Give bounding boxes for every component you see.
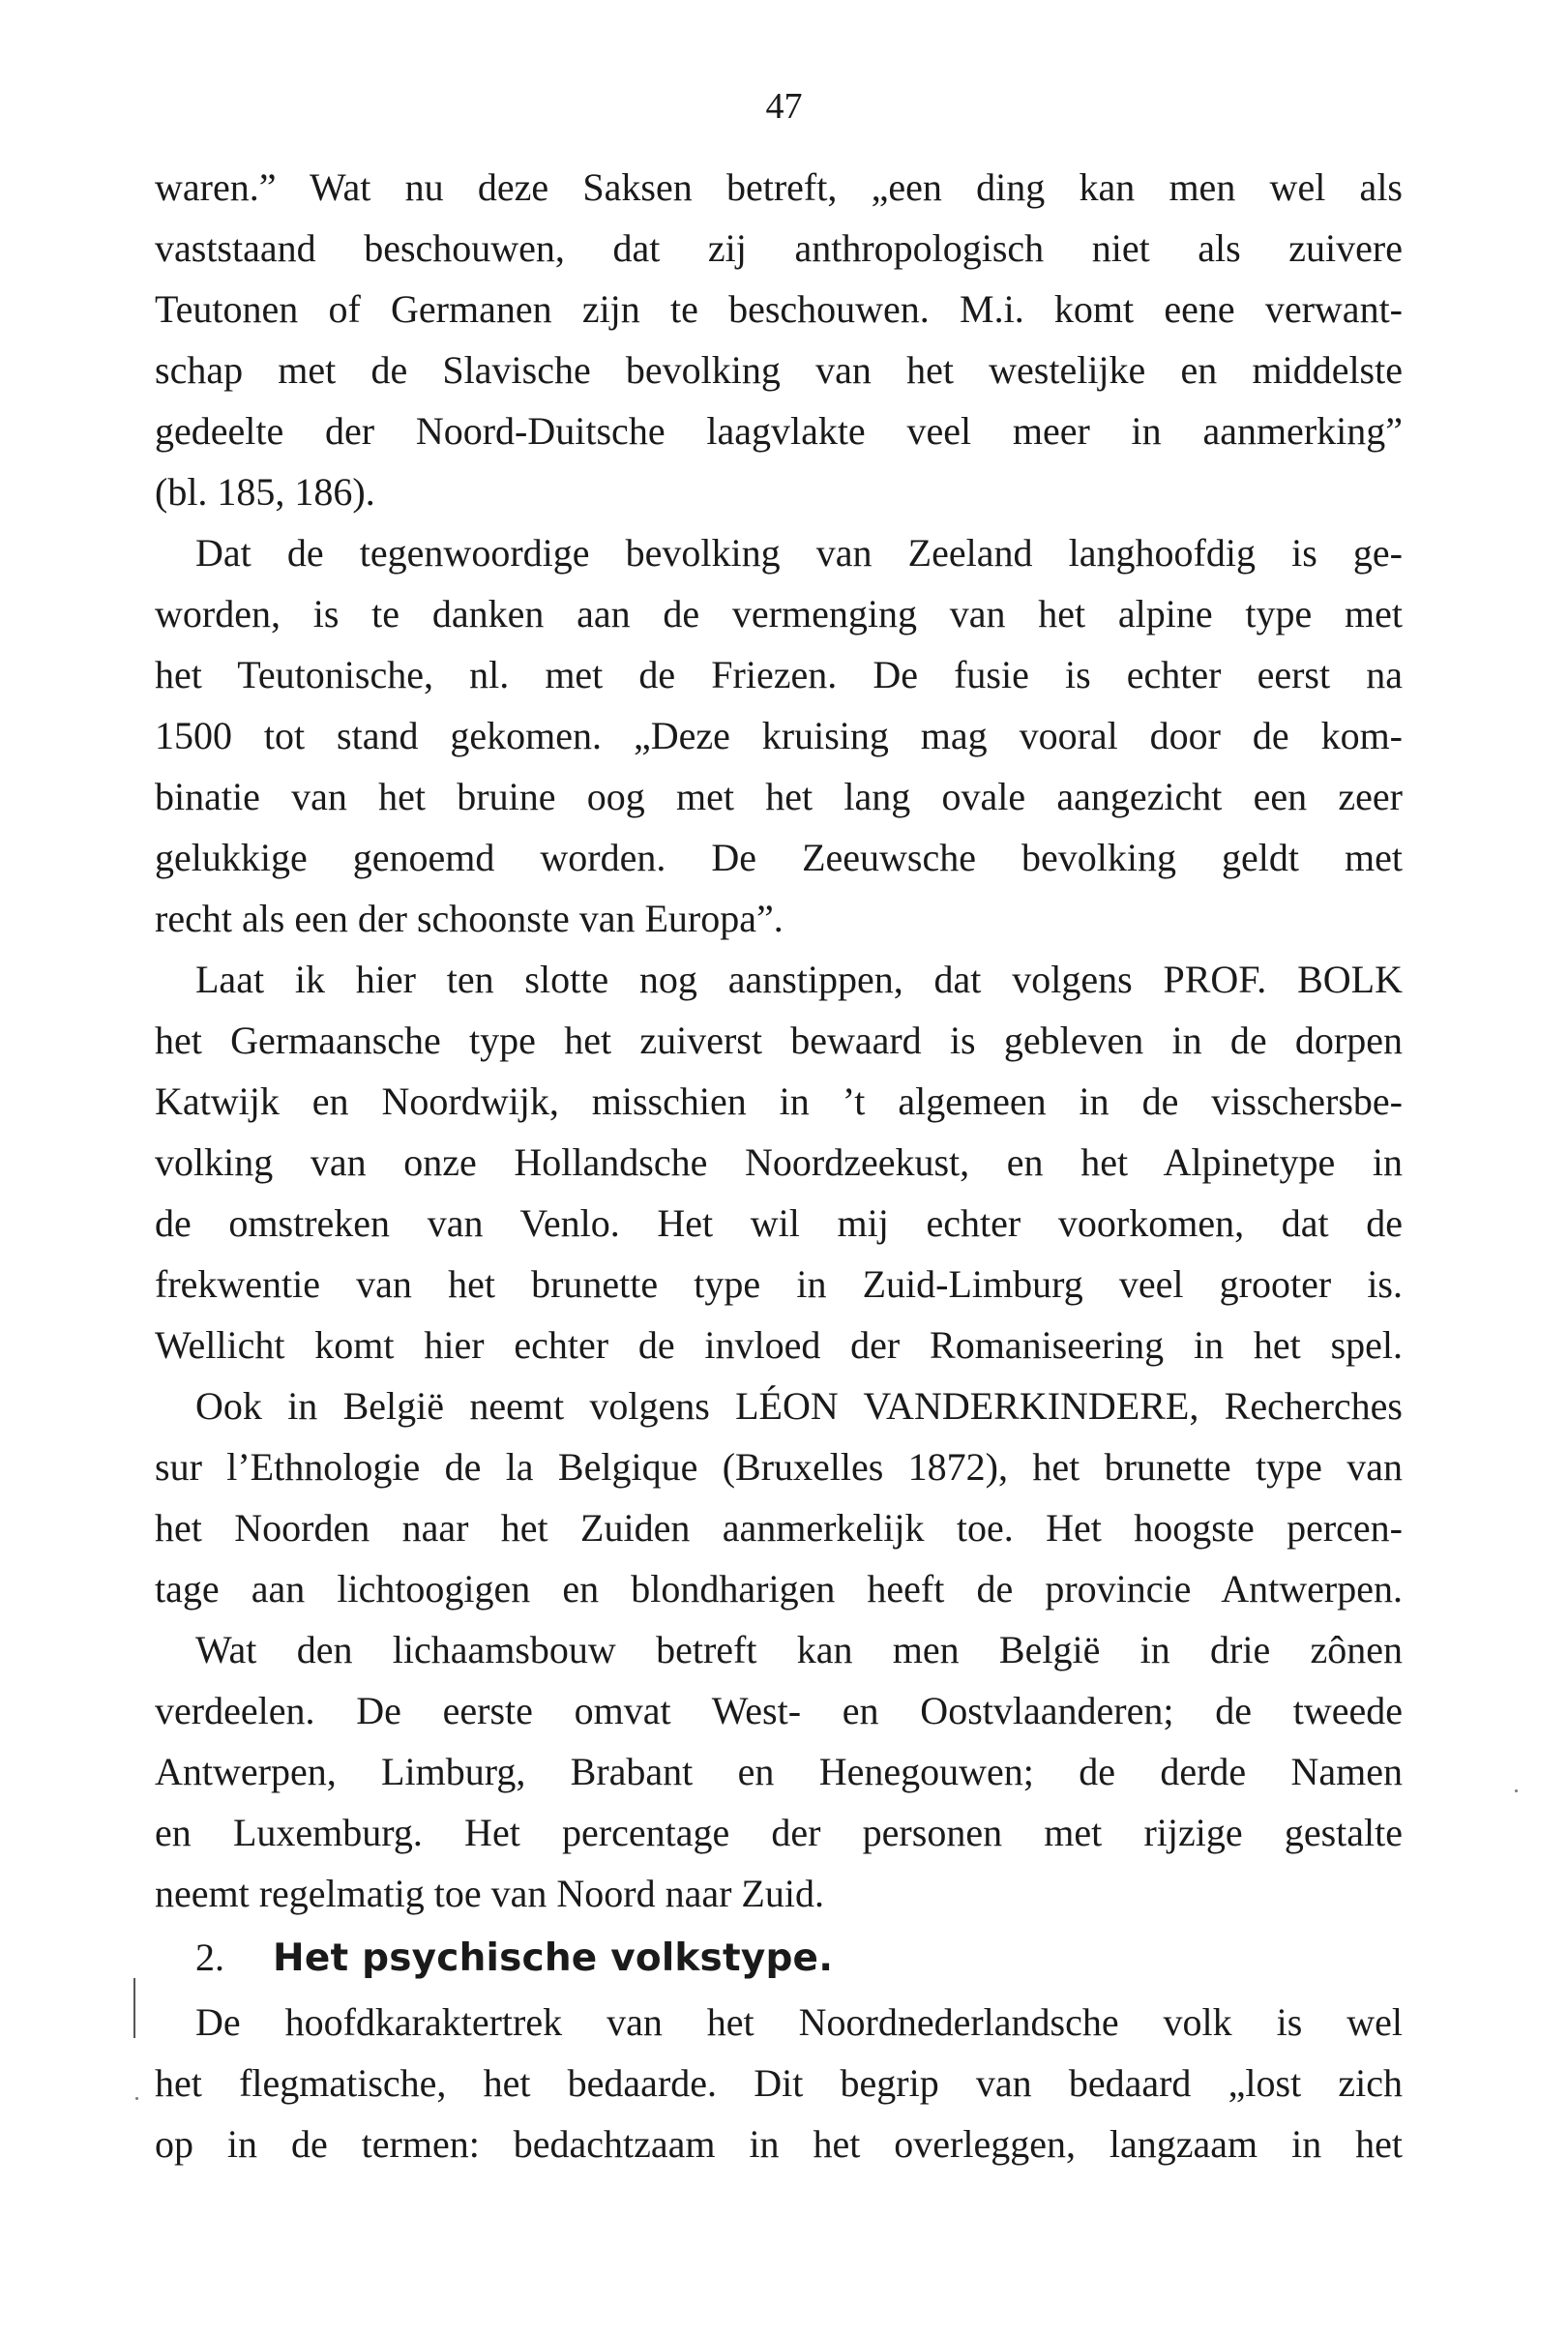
text-line: Wellicht komt hier echter de invloed der Romaniseering in het spel.: [155, 1323, 1403, 1367]
paragraph-2: [155, 522, 1403, 949]
page-number: 47: [765, 86, 803, 127]
text-line: De hoofdkaraktertrek van het Noordnederlandsche volk is wel: [195, 2000, 1403, 2044]
text-line: recht als een der schoonste van Europa”.: [155, 897, 784, 940]
text-line: Teutonen of Germanen zijn te beschouwen. M.i. komt eene verwant-: [155, 287, 1403, 331]
text-line: gelukkige genoemd worden. De Zeeuwsche bevolking geldt met: [155, 836, 1403, 879]
text-line: op in de termen: bedachtzaam in het overleggen, langzaam in het: [155, 2122, 1403, 2166]
text-line: Wat den lichaamsbouw betreft kan men België in drie zônen: [195, 1628, 1403, 1671]
text-line: en Luxemburg. Het percentage der personen met rijzige gestalte: [155, 1811, 1403, 1854]
text-line: het Noorden naar het Zuiden aanmerkelijk toe. Het hoogste percen-: [155, 1506, 1403, 1550]
section-heading: [155, 1924, 1403, 1992]
paragraph-4: [155, 1375, 1403, 1619]
paragraph-3: [155, 949, 1403, 1375]
scan-speck: [1515, 1789, 1518, 1792]
text-line: worden, is te danken aan de vermenging van het alpine type met: [155, 592, 1403, 635]
text-line: het flegmatische, het bedaarde. Dit begrip van bedaard „lost zich: [155, 2061, 1403, 2105]
text-line: Katwijk en Noordwijk, misschien in ’t algemeen in de visschersbe-: [155, 1079, 1403, 1123]
text-line: verdeelen. De eerste omvat West- en Oostvlaanderen; de tweede: [155, 1689, 1403, 1732]
text-line: binatie van het bruine oog met het lang ovale aangezicht een zeer: [155, 775, 1403, 818]
body-text: [155, 157, 1403, 2174]
text-line: frekwentie van het brunette type in Zuid-Limburg veel grooter is.: [155, 1262, 1403, 1306]
text-line: waren.” Wat nu deze Saksen betreft, „een ding kan men wel als: [155, 165, 1403, 209]
text-line: vaststaand beschouwen, dat zij anthropologisch niet als zuivere: [155, 226, 1403, 270]
section-number: 2.: [195, 1936, 224, 1979]
section-title: Het psychische volkstype.: [273, 1936, 834, 1980]
paragraph-1: [155, 157, 1403, 522]
text-line: tage aan lichtoogigen en blondharigen heeft de provincie Antwerpen.: [155, 1567, 1403, 1611]
text-line: neemt regelmatig toe van Noord naar Zuid.: [155, 1872, 824, 1915]
text-line: het Germaansche type het zuiverst bewaard is gebleven in de dorpen: [155, 1019, 1403, 1062]
text-line: volking van onze Hollandsche Noordzeekust, en het Alpinetype in: [155, 1140, 1403, 1184]
text-line: gedeelte der Noord-Duitsche laagvlakte veel meer in aanmerking”: [155, 409, 1403, 453]
text-line: het Teutonische, nl. met de Friezen. De fusie is echter eerst na: [155, 653, 1403, 696]
text-line: Dat de tegenwoordige bevolking van Zeeland langhoofdig is ge-: [195, 531, 1403, 575]
scan-speck: [135, 2097, 138, 2100]
paragraph-6: [155, 1992, 1403, 2174]
text-line: Antwerpen, Limburg, Brabant en Henegouwen; de derde Namen: [155, 1750, 1403, 1793]
text-line: 1500 tot stand gekomen. „Deze kruising mag vooral door de kom-: [155, 714, 1403, 757]
text-line: de omstreken van Venlo. Het wil mij echter voorkomen, dat de: [155, 1201, 1403, 1245]
text-line: Ook in België neemt volgens LÉON VANDERKINDERE, Recherches: [195, 1384, 1403, 1428]
text-line: Laat ik hier ten slotte nog aanstippen, dat volgens PROF. BOLK: [195, 958, 1403, 1001]
paragraph-5: [155, 1619, 1403, 1924]
text-line: (bl. 185, 186).: [155, 470, 375, 514]
margin-mark: [133, 1978, 135, 2038]
text-line: sur l’Ethnologie de la Belgique (Bruxelles 1872), het brunette type van: [155, 1445, 1403, 1489]
text-line: schap met de Slavische bevolking van het westelijke en middelste: [155, 348, 1403, 392]
